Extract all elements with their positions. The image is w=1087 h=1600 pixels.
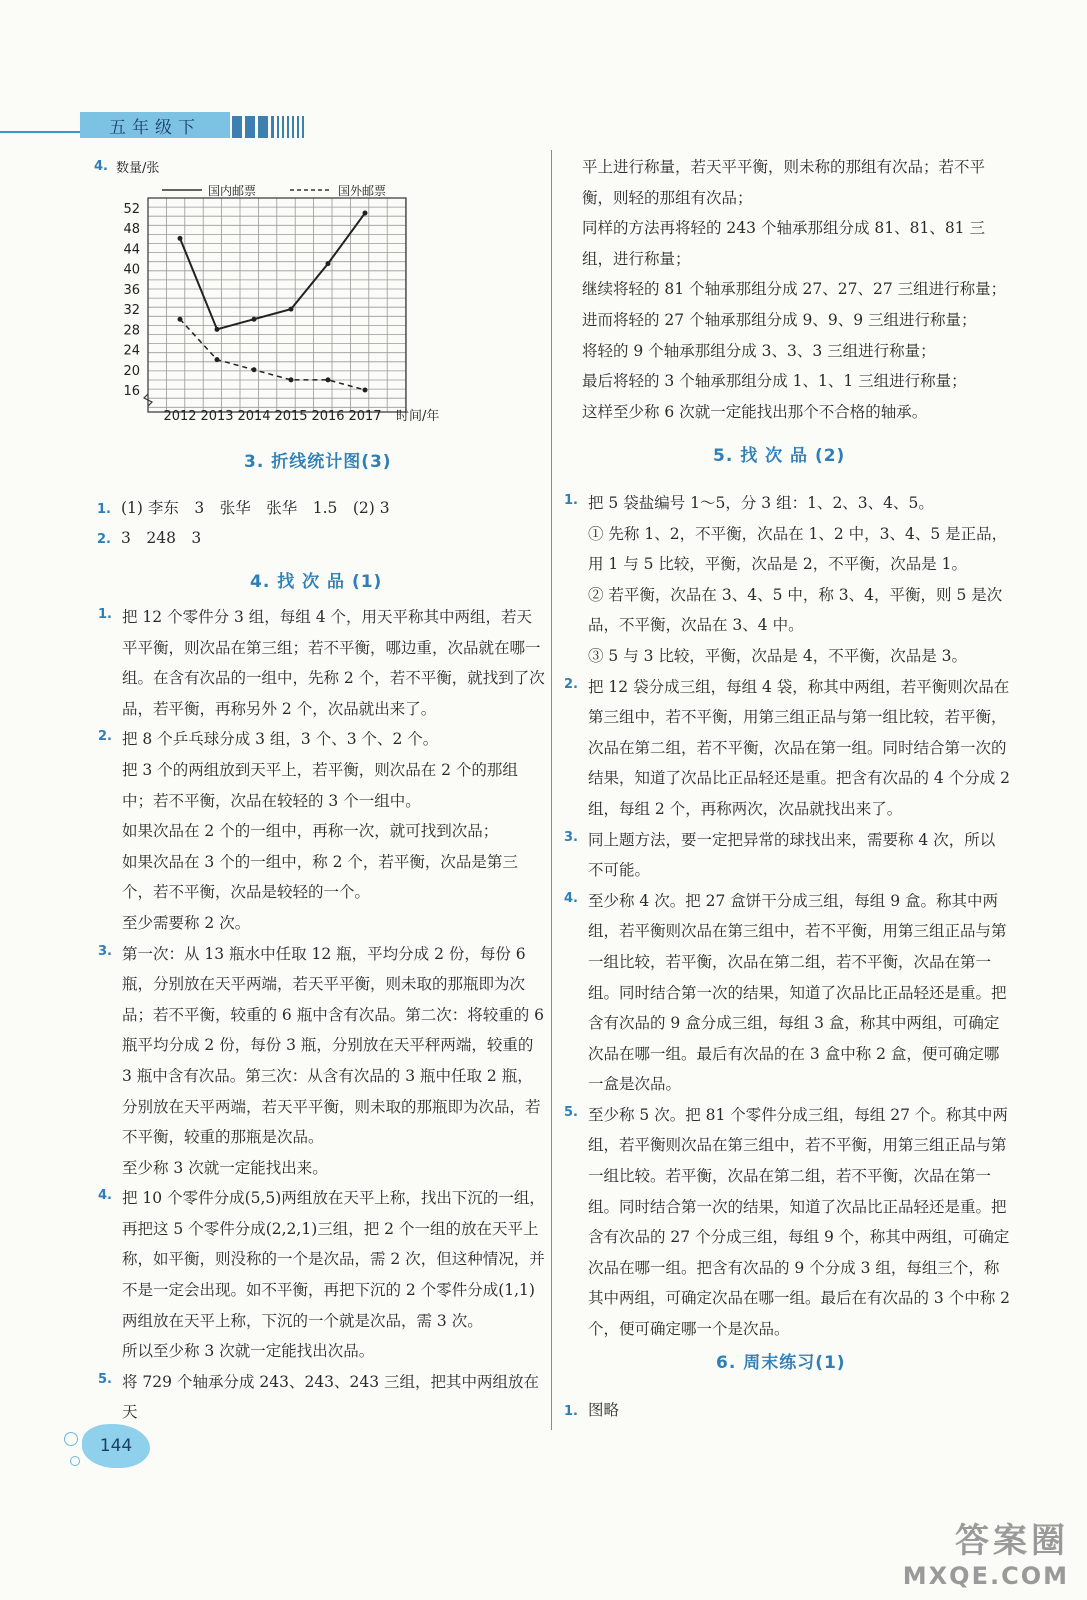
data-point (215, 327, 220, 332)
x-tick-label: 2015 (274, 409, 308, 424)
answer-text: 第一次：从 13 瓶水中任取 12 瓶，平均分成 2 份，每份 6 瓶，分别放在天平两端，若天平平衡，则未取的那瓶即为次品；若不平衡，较重的 6 瓶中含有次品。第二次：将较重的 6 瓶平均分成 2 份，每份 3 瓶，分别放在天平秤两端，较重的 3 瓶中含有次品。第三次：从含有次品的 3 瓶中任取 2 瓶，分别放在天平两端，若天平平衡，则未取的那瓶即为次品，若不平衡，较重的那瓶是次品。 (122, 944, 545, 1147)
answer-number: 5. (98, 1371, 112, 1387)
watermark: 答案圈 MXQE.COM (902, 1521, 1069, 1590)
answer-paragraph (560, 672, 1010, 825)
answer-number: 2. (564, 676, 578, 692)
data-point (363, 211, 368, 216)
data-point (178, 236, 183, 241)
data-point (289, 377, 294, 382)
answer-number: 4. (98, 1188, 112, 1204)
section-3-title: 3. 折线统计图(3) (244, 452, 392, 472)
data-point (252, 367, 257, 372)
x-tick-label: 2012 (163, 409, 197, 424)
data-point (289, 307, 294, 312)
answer-text: 把 5 袋盐编号 1～5，分 3 组：1、2、3、4、5。 (588, 494, 934, 512)
y-tick-label: 24 (123, 343, 140, 359)
answer-paragraph (94, 602, 546, 724)
answer-paragraph (94, 1336, 546, 1367)
answer-paragraph: 继续将轻的 81 个轴承那组分成 27、27、27 三组进行称量； (582, 280, 1007, 299)
answer-paragraph (94, 1153, 546, 1184)
answer-paragraph (94, 847, 546, 908)
answer-text: 把 8 个乒乓球分成 3 组，3 个、3 个、2 个。 (122, 730, 439, 749)
answer-text: ③ 5 与 3 比较，平衡，次品是 4，不平衡，次品是 3。 (588, 646, 968, 665)
answer-paragraph (94, 724, 546, 755)
page-number: 144 (82, 1424, 150, 1468)
data-point (326, 377, 331, 382)
answer-number: 4. (564, 890, 578, 906)
chart-grid (144, 198, 406, 412)
chart-y-ticks (123, 202, 140, 399)
answer-text: 如果次品在 2 个的一组中，再称一次，就可找到次品； (122, 822, 499, 841)
answer-paragraph (560, 519, 1010, 580)
answer-paragraph (560, 886, 1010, 1100)
grade-label: 五年级下 (80, 112, 230, 138)
answer-paragraph: 平上进行称量，若天平平衡，则未称的那组有次品；若不平衡，则轻的那组有次品； (582, 158, 986, 207)
answer-number: 1. (98, 607, 112, 622)
answer-paragraph: 进而将轻的 27 个轴承那组分成 9、9、9 三组进行称量； (582, 310, 977, 329)
y-tick-label: 44 (123, 242, 140, 258)
y-tick-label: 32 (123, 303, 140, 319)
chart-question-number: 4. (94, 159, 108, 174)
answer-paragraph (94, 816, 546, 847)
answer-paragraph (560, 641, 1010, 672)
section-4-answers (94, 602, 546, 1428)
data-point (215, 357, 220, 362)
x-tick-label: 2017 (348, 409, 382, 424)
answer-text: 至少需要称 2 次。 (122, 913, 251, 932)
answer-paragraph: 将轻的 9 个轴承那组分成 3、3、3 三组进行称量； (582, 341, 936, 360)
chart-series (178, 211, 368, 393)
answer-paragraph (560, 825, 1010, 886)
section-3-answer-2: 2. 3 248 3 (97, 529, 202, 547)
column-divider (551, 150, 552, 1430)
data-point (326, 261, 331, 266)
answer-text: 至少称 3 次就一定能找出来。 (122, 1158, 328, 1177)
y-tick-label: 20 (123, 363, 140, 379)
answer-number: 1. (564, 493, 578, 508)
x-tick-label: 2013 (200, 409, 234, 424)
answer-text: 把 3 个的两组放到天平上，若平衡，则次品在 2 个的那组中；若不平衡，次品在较轻的 3 个一组中。 (122, 760, 518, 810)
answer-number: 3. (564, 829, 578, 845)
data-point (252, 317, 257, 322)
section-6-answer-1: 1. 图略 (564, 1401, 619, 1419)
answer-number: 2. (98, 729, 112, 745)
section-3-answer-1: 1. (1) 李东 3 张华 张华 1.5 (2) 3 (97, 499, 390, 517)
answer-paragraph (94, 755, 546, 816)
answer-paragraph (94, 1367, 546, 1428)
y-tick-label: 16 (123, 384, 140, 399)
y-tick-label: 28 (123, 323, 140, 339)
answer-paragraph (94, 1183, 546, 1336)
decor-bubble (70, 1456, 80, 1466)
answer-paragraph: 最后将轻的 3 个轴承那组分成 1、1、1 三组进行称量； (582, 372, 967, 391)
answer-text: 把 12 个零件分 3 组，每组 4 个，用天平称其中两组，若天平平衡，则次品在第三组；若不平衡，哪边重，次品就在哪一组。在含有次品的一组中，先称 2 个，若不平衡，就找到了次品，若平衡，再称另外 2 个，次品就出来了。 (122, 608, 545, 718)
y-tick-label: 52 (123, 202, 140, 217)
legend-domestic: 国内邮票 (208, 184, 257, 198)
data-point (178, 317, 183, 322)
y-tick-label: 36 (123, 282, 140, 298)
right-continuation (560, 152, 1010, 427)
answer-paragraph (94, 908, 546, 939)
legend-foreign: 国外邮票 (338, 184, 387, 198)
answer-paragraph: 同样的方法再将轻的 243 个轴承那组分成 81、81、81 三组，进行称量； (582, 219, 985, 268)
answer-paragraph (560, 488, 1010, 519)
y-tick-label: 48 (123, 222, 140, 238)
answer-text: 将 729 个轴承分成 243、243、243 三组，把其中两组放在天 (122, 1372, 540, 1422)
section-6-title: 6. 周末练习(1) (716, 1353, 846, 1373)
data-point (363, 388, 368, 393)
answer-number: 5. (564, 1104, 578, 1120)
section-4-title: 4. 找 次 品 (1) (250, 572, 383, 592)
answer-paragraph (560, 580, 1010, 641)
section-5-answers (560, 488, 1010, 1345)
answer-text: 所以至少称 3 次就一定能找出次品。 (122, 1342, 375, 1361)
header-rule (0, 131, 80, 133)
answer-text: 至少称 4 次。把 27 盒饼干分成三组，每组 9 盒。称其中两组，若平衡则次品在第三组中，若不平衡，用第三组正品与第一组比较，若平衡，次品在第二组，若不平衡，次品在第一组。同时结合第一次的结果，知道了次品比正品轻还是重。把含有次品的 9 盒分成三组，每组 3 盒，称其中两组，可确定次品在哪一组。最后有次品的在 3 盒中称 2 盒，便可确定哪一盒是次品。 (588, 891, 1007, 1094)
chart-x-label: 时间/年 (396, 409, 440, 424)
answer-text: ① 先称 1、2，不平衡，次品在 1、2 中，3、4、5 是正品，用 1 与 5 比较，平衡，次品是 2，不平衡，次品是 1。 (588, 524, 1008, 574)
answer-text: 把 12 袋分成三组，每组 4 袋，称其中两组，若平衡则次品在第三组中，若不平衡，用第三组正品与第一组比较，若平衡，次品在第二组，若不平衡，次品在第一组。同时结合第一次的结果，知道了次品比正品轻还是重。把含有次品的 4 个分成 2 组，每组 2 个，再称两次，次品就找出来了。 (588, 677, 1011, 818)
y-tick-label: 40 (123, 262, 140, 278)
answer-text: 同上题方法，要一定把异常的球找出来，需要称 4 次，所以不可能。 (588, 830, 996, 880)
answer-text: 如果次品在 3 个的一组中，称 2 个，若平衡，次品是第三个，若不平衡，次品是较轻的一个。 (122, 852, 518, 902)
answer-paragraph: 这样至少称 6 次就一定能找出那个不合格的轴承。 (582, 402, 928, 421)
answer-text: ② 若平衡，次品在 3、4、5 中，称 3、4，平衡，则 5 是次品，不平衡，次品在 3、4 中。 (588, 585, 1003, 635)
header-decoration-bars (232, 112, 304, 138)
decor-bubble (64, 1432, 78, 1446)
answer-paragraph (560, 1100, 1010, 1345)
section-5-title: 5. 找 次 品 (2) (713, 446, 846, 466)
chart-x-ticks (163, 409, 381, 424)
answer-number: 3. (98, 943, 112, 959)
answer-text: 至少称 5 次。把 81 个零件分成三组，每组 27 个。称其中两组，若平衡则次品在第三组中，若不平衡，用第三组正品与第一组比较。若平衡，次品在第二组，若不平衡，次品在第一组。同时结合第一次的结果，知道了次品比正品轻还是重。把含有次品的 27 个分成三组，每组 9 个，称其中两组，可确定次品在哪一组。把含有次品的 9 个分成 3 组，每组三个，称其中两组，可确定次品在哪一组。最后在有次品的 3 个中称 2 个，便可确定哪一个是次品。 (588, 1105, 1011, 1339)
series-line-1 (180, 319, 365, 390)
x-tick-label: 2014 (237, 409, 271, 424)
answer-paragraph (94, 939, 546, 1153)
x-tick-label: 2016 (311, 409, 345, 424)
stamp-line-chart (90, 150, 460, 430)
chart-y-label: 数量/张 (116, 161, 160, 176)
answer-text: 把 10 个零件分成(5,5)两组放在天平上称，找出下沉的一组，再把这 5 个零件分成(2,2,1)三组，把 2 个一组的放在天平上称，如平衡，则没称的一个是次品，需 2 次，但这种情况，并不是一定会出现。如不平衡，再把下沉的 2 个零件分成(1,1)两组放在天平上称，下沉的一个就是次品，需 3 次。 (122, 1189, 545, 1330)
